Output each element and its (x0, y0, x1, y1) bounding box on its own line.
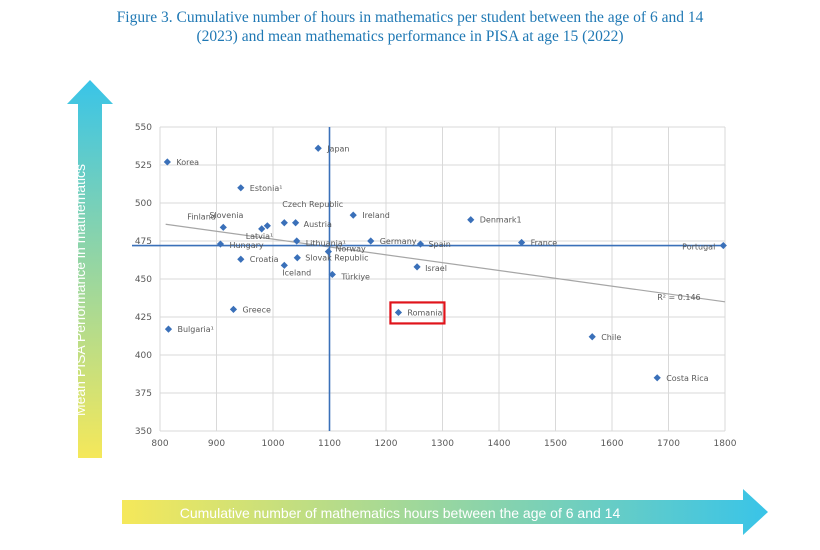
point-label-germany: Germany (379, 237, 417, 246)
point-label-denmark1: Denmark1 (479, 215, 522, 225)
point-marker-costa-rica (654, 374, 661, 381)
point-label-slovenia: Slovenia (209, 210, 244, 220)
y-tick-label: 450 (134, 275, 152, 285)
point-marker-slovak-republic (294, 254, 301, 261)
point-label-japan: Japan (327, 144, 350, 154)
point-label-spain: Spain (428, 240, 451, 250)
x-tick-label: 1200 (374, 439, 398, 449)
point-marker-lithuania (293, 237, 300, 244)
y-tick-label: 350 (134, 427, 152, 437)
point-label-lithuania: Lithuania¹ (305, 239, 346, 248)
point-marker-ireland (350, 212, 357, 219)
figure-title-line-1: Figure 3. Cumulative number of hours in mathematics per student between the age of 6 and 14 (116, 9, 704, 26)
point-label-latvia: Latvia¹ (245, 231, 274, 241)
point-label-austria: Austria (303, 219, 332, 229)
point-label-finland: Finland (187, 212, 216, 222)
x-axis-arrow-label: Cumulative number of mathematics hours between the age of 6 and 14 (179, 505, 621, 521)
y-tick-label: 400 (134, 351, 152, 361)
x-tick-label: 1800 (713, 439, 737, 449)
point-marker-hungary (217, 240, 224, 247)
point-label-portugal: Portugal (682, 242, 716, 252)
point-marker-bulgaria (165, 326, 172, 333)
point-label-ireland: Ireland (362, 211, 390, 221)
y-tick-label: 550 (134, 123, 152, 133)
x-tick-label: 1700 (657, 439, 680, 449)
point-marker-romania (395, 309, 402, 316)
point-marker-germany (367, 237, 374, 244)
y-tick-label: 425 (134, 313, 152, 323)
point-label-slovak-republic: Slovak Republic (305, 253, 369, 263)
point-label-costa-rica: Costa Rica (666, 373, 709, 383)
point-marker-finland (220, 224, 227, 231)
point-label-israel: Israel (425, 263, 447, 273)
point-marker-czech-republic (281, 219, 288, 226)
point-marker-greece (230, 306, 237, 313)
point-label-hungary: Hungary (229, 241, 264, 251)
point-marker-japan (315, 145, 322, 152)
y-axis-arrow-label: Mean PISA Performance in mathematics (72, 163, 88, 417)
point-marker-spain (417, 240, 424, 247)
point-marker-chile (589, 333, 596, 340)
figure-title-line-2: (2023) and mean mathematics performance in PISA at age 15 (2022) (196, 28, 624, 45)
point-label-estonia: Estonia¹ (249, 183, 283, 193)
point-label-czech-republic: Czech Republic (282, 199, 344, 209)
point-marker-austria (292, 219, 299, 226)
point-label-greece: Greece (242, 305, 271, 315)
point-label-t-rkiye: Türkiye (341, 272, 370, 282)
x-tick-label: 1600 (600, 439, 624, 449)
point-label-norway: Norway (335, 244, 366, 254)
point-marker-croatia (237, 256, 244, 263)
x-tick-label: 800 (151, 439, 169, 449)
x-tick-label: 1400 (487, 439, 511, 449)
y-tick-label: 525 (134, 161, 152, 171)
x-tick-label: 1500 (544, 439, 567, 449)
point-label-chile: Chile (601, 332, 622, 342)
point-marker-slovenia (264, 222, 271, 229)
point-marker-portugal (720, 242, 727, 249)
x-tick-label: 900 (207, 439, 226, 449)
point-label-croatia: Croatia (249, 255, 279, 265)
point-marker-denmark1 (467, 216, 474, 223)
point-marker-estonia (237, 184, 244, 191)
point-label-bulgaria: Bulgaria¹ (177, 325, 214, 335)
point-label-iceland: Iceland (282, 268, 312, 278)
point-label-korea: Korea (176, 157, 200, 167)
x-tick-label: 1100 (318, 439, 341, 449)
point-marker-israel (413, 263, 420, 270)
point-marker-korea (164, 158, 171, 165)
x-tick-label: 1300 (431, 439, 454, 449)
point-label-romania: Romania (407, 308, 443, 318)
x-tick-label: 1000 (261, 439, 285, 449)
y-tick-label: 375 (134, 389, 152, 399)
point-label-france: France (530, 238, 558, 248)
r-squared-label: R² = 0.146 (657, 293, 701, 303)
y-tick-label: 500 (134, 199, 152, 209)
y-tick-label: 475 (134, 237, 152, 247)
